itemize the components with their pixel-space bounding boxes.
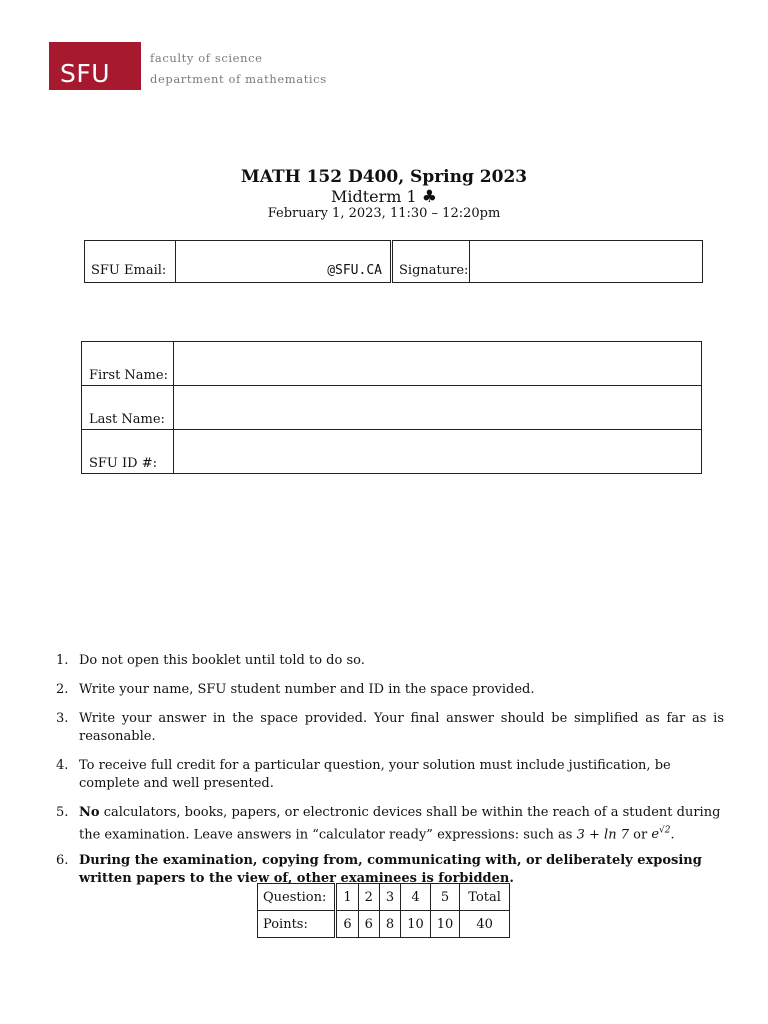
exam-date: February 1, 2023, 11:30 – 12:20pm	[267, 206, 501, 221]
grade-table	[257, 883, 510, 938]
question-header: Question:	[258, 884, 336, 911]
email-label: SFU Email:	[85, 241, 176, 283]
instruction-item: 4. To receive full credit for a particular question, your solution must include justification, be complete and well presented.	[56, 758, 671, 791]
instruction-item: 5. No calculators, books, papers, or electronic devices shall be within the reach of a student during the examination. Leave answers in “calculator ready” expressions: such as 3 + ln 7 or $e^{√2}$.	[56, 805, 721, 843]
name-table	[81, 341, 702, 474]
points-header: Points:	[258, 911, 336, 938]
signature-field[interactable]	[470, 241, 703, 283]
last-name-field[interactable]	[174, 386, 702, 430]
email-signature-table	[84, 240, 703, 283]
sfu-id-field[interactable]	[174, 430, 702, 474]
club-icon: ♣	[421, 187, 438, 207]
sfu-logo	[49, 42, 141, 90]
course-title: MATH 152 D400, Spring 2023	[240, 167, 528, 187]
faculty-text: faculty of science	[150, 51, 263, 65]
instructions-list	[56, 652, 724, 899]
last-name-label: Last Name:	[82, 386, 174, 430]
email-field[interactable]: @SFU.CA	[176, 241, 392, 283]
exam-title	[0, 187, 768, 207]
instruction-item: 1. Do not open this booklet until told to do so.	[56, 653, 365, 668]
first-name-label: First Name:	[82, 342, 174, 386]
instruction-item: 3. Write your answer in the space provided. Your final answer should be simplified as far as is reasonable.	[56, 711, 724, 744]
math-expression: $e^{√2}$	[651, 826, 671, 843]
department-text: department of mathematics	[150, 72, 327, 86]
math-expression: 3 + ln 7	[576, 827, 629, 843]
first-name-field[interactable]	[174, 342, 702, 386]
signature-label: Signature:	[392, 241, 470, 283]
table-row: Question: 1 2 3 4 5 Total	[258, 884, 510, 911]
exam-name: Midterm 1	[330, 187, 417, 206]
table-row: Points: 6 6 8 10 10 40	[258, 911, 510, 938]
instruction-item: 6. During the examination, copying from, communicating with, or deliberately exposing written papers to the view of, other examinees is forbidden.	[56, 853, 702, 887]
instruction-item: 2. Write your name, SFU student number and ID in the space provided.	[56, 682, 535, 697]
logo-text: SFU	[60, 59, 111, 88]
sfu-id-label: SFU ID #:	[82, 430, 174, 474]
